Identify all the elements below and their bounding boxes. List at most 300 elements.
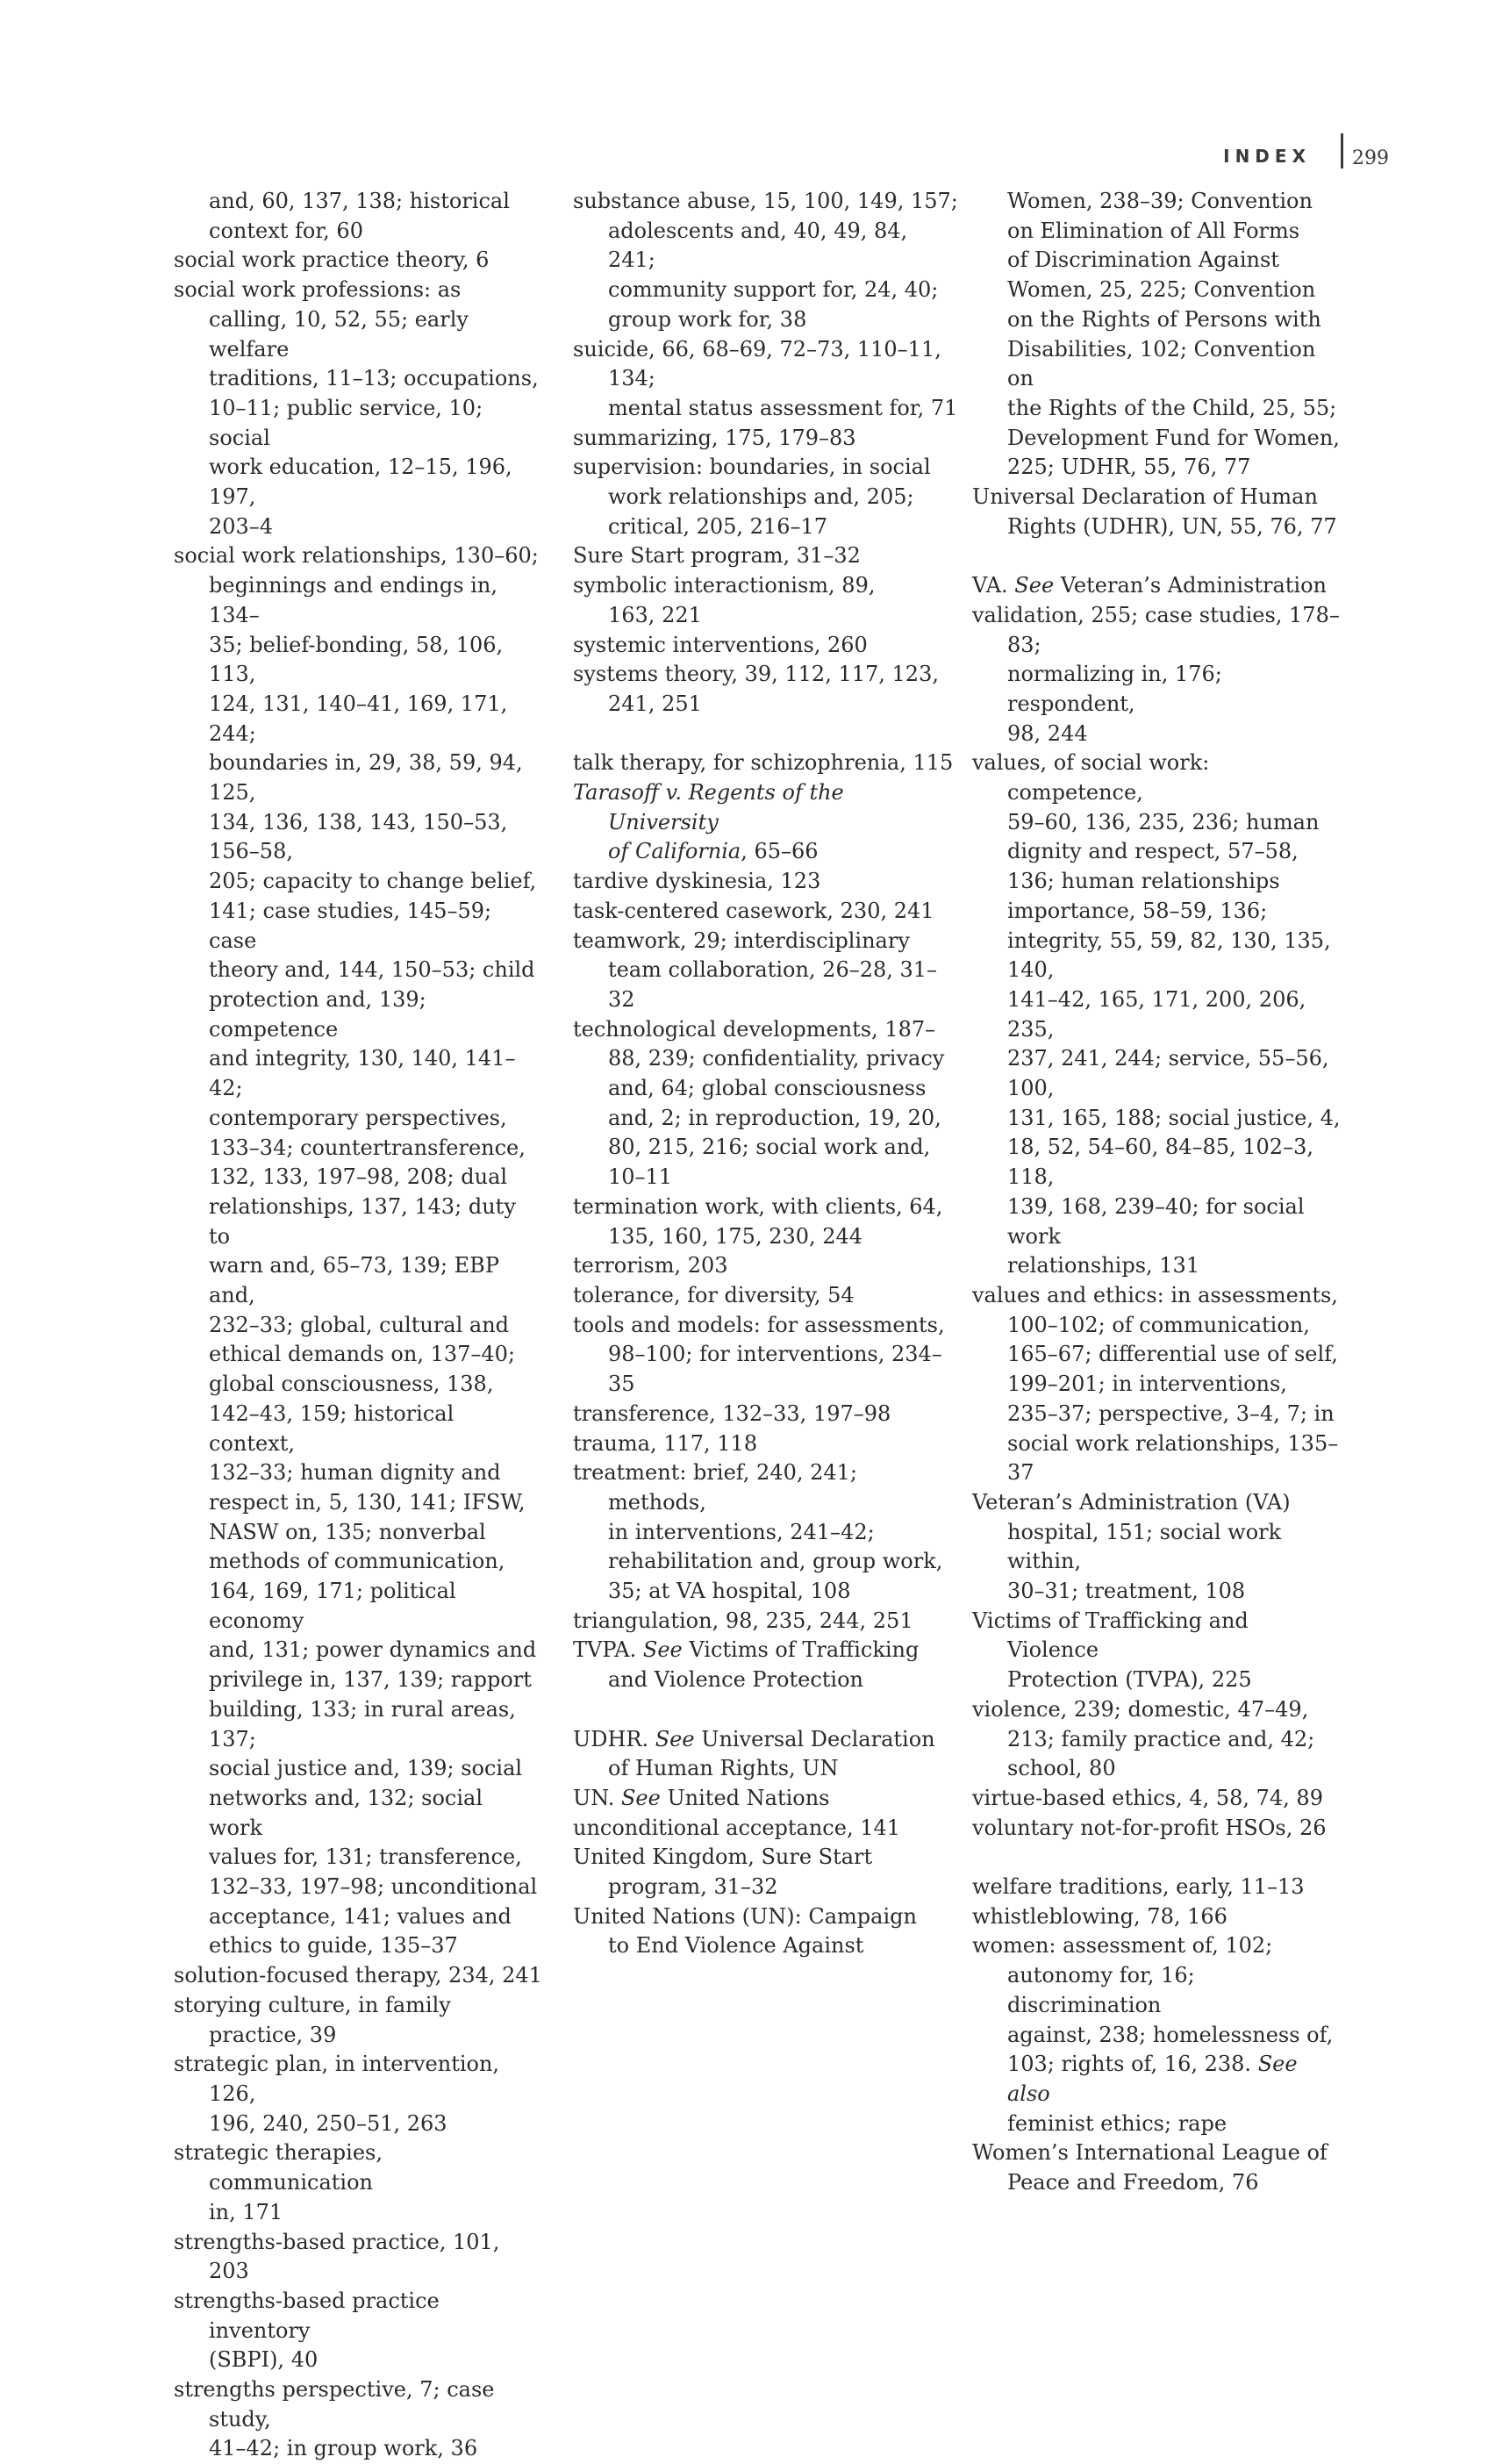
entry-text: relationships, 137, 143; duty to: [209, 1193, 516, 1249]
index-entry-continuation: [174, 1843, 542, 1873]
entry-text: to End Violence Against: [608, 1933, 864, 1959]
entry-text: acceptance, 141; values and: [209, 1903, 512, 1929]
entry-italic: of California: [608, 839, 741, 864]
index-entry-continuation: [174, 187, 542, 217]
entry-text: strengths perspective, 7; case study,: [174, 2377, 495, 2432]
index-entry-continuation: [573, 956, 959, 1014]
index-entry-continuation: [972, 1725, 1341, 1755]
entry-text: against, 238; homelessness of,: [1007, 2022, 1334, 2047]
entry-text: Women’s International League of: [972, 2140, 1328, 2166]
index-entry: [174, 276, 542, 305]
index-entry: [972, 601, 1341, 660]
index-entry-continuation: [972, 837, 1341, 867]
index-entry-continuation: [174, 1695, 542, 1754]
entry-text: tools and models: for assessments,: [573, 1312, 945, 1337]
entry-text: adolescents and, 40, 49, 84, 241;: [608, 218, 908, 273]
entry-text: Development Fund for Women,: [1007, 425, 1340, 450]
index-entry: [174, 1991, 542, 2050]
index-entry-continuation: [972, 1044, 1341, 1103]
entry-text: 35; belief-bonding, 58, 106, 113,: [209, 632, 504, 687]
index-entry-continuation: [573, 1133, 959, 1163]
index-entry-continuation: [174, 1044, 542, 1103]
entry-text: terrorism, 203: [573, 1253, 728, 1279]
index-letter-gap: [573, 1695, 959, 1725]
entry-text: dignity and respect, 57–58,: [1007, 839, 1299, 864]
index-entry: [573, 1311, 959, 1341]
index-entry-continuation: [174, 1547, 542, 1577]
entry-text: 142–43, 159; historical context,: [209, 1400, 454, 1456]
entry-text: 132, 133, 197–98, 208; dual: [209, 1164, 508, 1190]
entry-text: privilege in, 137, 139; rapport: [209, 1667, 532, 1693]
index-entry: [573, 1843, 959, 1873]
entry-text: work education, 12–15, 196, 197,: [209, 455, 512, 510]
index-entry-continuation: [573, 1044, 959, 1074]
index-entry-continuation: [972, 394, 1341, 424]
index-letter-gap: [573, 720, 959, 749]
index-entry: [573, 1281, 959, 1311]
entry-text: rehabilitation and, group work,: [608, 1549, 943, 1574]
index-entry-continuation: [174, 1754, 542, 1784]
index-entry-continuation: [573, 276, 959, 305]
entry-text: Women, 25, 225; Convention: [1007, 277, 1316, 303]
entry-text: talk therapy, for schizophrenia, 115: [573, 750, 954, 776]
index-entry-continuation: [972, 927, 1341, 985]
entry-text: Rights (UDHR), UN, 55, 76, 77: [1007, 513, 1337, 539]
entry-text: values and ethics: in assessments,: [972, 1283, 1338, 1307]
index-entry: [573, 453, 959, 483]
index-entry-continuation: [573, 483, 959, 512]
index-entry: [972, 483, 1341, 512]
entry-see-ref: See: [620, 1785, 661, 1810]
entry-text: women: assessment of, 102;: [972, 1933, 1273, 1959]
entry-text: 59–60, 136, 235, 236; human: [1007, 809, 1320, 834]
entry-text: 141–42, 165, 171, 200, 206, 235,: [1007, 986, 1306, 1042]
index-entry-continuation: [174, 2109, 542, 2139]
index-entry-continuation: [174, 1370, 542, 1400]
index-entry-continuation: [174, 394, 542, 453]
entry-text: 141; case studies, 145–59; case: [209, 898, 492, 953]
index-entry-continuation: [972, 1251, 1341, 1281]
entry-text: 165–67; differential use of self,: [1007, 1342, 1338, 1367]
index-entry-continuation: [174, 1400, 542, 1458]
index-entry-continuation: [972, 276, 1341, 305]
index-entry: [573, 631, 959, 661]
running-head-bracket: [1341, 133, 1343, 168]
entry-text: 134, 136, 138, 143, 150–53, 156–58,: [209, 809, 508, 864]
index-letter-gap: [972, 541, 1341, 571]
index-entry-continuation: [573, 1163, 959, 1193]
index-entry-continuation: [972, 1400, 1341, 1429]
index-entry-continuation: [573, 1074, 959, 1104]
entry-text: traditions, 11–13; occupations,: [209, 366, 539, 391]
index-entry: [972, 2138, 1341, 2168]
index-entry-continuation: [174, 1134, 542, 1164]
entry-text: context for, 60: [209, 218, 363, 243]
index-entry-continuation: [174, 364, 542, 394]
entry-text: 225; UDHR, 55, 76, 77: [1007, 455, 1251, 480]
index-entry-continuation: [972, 1961, 1341, 2020]
index-entry-continuation: [174, 1636, 542, 1665]
index-entry-continuation: [972, 187, 1341, 217]
index-entry-continuation: [573, 1340, 959, 1399]
entry-text: and, 131; power dynamics and: [209, 1637, 537, 1663]
index-entry: [972, 1607, 1341, 1665]
entry-text: 237, 241, 244; service, 55–56, 100,: [1007, 1046, 1329, 1101]
entry-text: in, 171: [209, 2199, 283, 2224]
entry-text: 213; family practice and, 42;: [1007, 1726, 1315, 1751]
index-entry: [573, 1725, 959, 1755]
index-entry-continuation: [174, 1488, 542, 1518]
index-entry-continuation: [573, 1547, 959, 1577]
entry-text: theory and, 144, 150–53; child: [209, 957, 535, 983]
index-entry: [174, 1961, 542, 1991]
entry-text: beginnings and endings in, 134–: [209, 573, 497, 627]
entry-text: and Violence Protection: [608, 1667, 863, 1693]
index-entry-continuation: [573, 837, 959, 867]
index-entry: [573, 927, 959, 956]
index-column-2: [573, 187, 959, 1961]
entry-text: strategic therapies, communication: [174, 2140, 383, 2195]
index-entry: [573, 187, 959, 217]
index-entry-continuation: [972, 1577, 1341, 1607]
index-entry-continuation: [972, 1518, 1341, 1577]
entry-text: 203–4: [209, 513, 274, 539]
index-entry-continuation: [573, 217, 959, 276]
entry-text: methods of communication,: [209, 1549, 505, 1574]
entry-text: supervision: boundaries, in social: [573, 455, 931, 480]
index-entry-continuation: [972, 867, 1341, 897]
entry-text: (SBPI), 40: [209, 2347, 318, 2373]
index-entry-continuation: [573, 1577, 959, 1607]
index-entry-continuation: [573, 1931, 959, 1961]
index-entry: [972, 1814, 1341, 1844]
index-entry-continuation: [573, 601, 959, 631]
index-entry-continuation: [972, 808, 1341, 838]
index-entry-continuation: [972, 897, 1341, 927]
entry-text: in interventions, 241–42;: [608, 1519, 875, 1544]
entry-text: Peace and Freedom, 76: [1007, 2170, 1259, 2195]
entry-text: violence, 239; domestic, 47–49,: [972, 1696, 1309, 1722]
entry-text: 30–31; treatment, 108: [1007, 1579, 1246, 1604]
running-head-title: INDEX: [1223, 146, 1311, 167]
index-entry: [573, 571, 959, 601]
entry-text: Sure Start program, 31–32: [573, 543, 861, 569]
index-entry-continuation: [174, 1784, 542, 1843]
entry-text: voluntary not-for-profit HSOs, 26: [972, 1815, 1327, 1840]
entry-text: values, of social work: competence,: [972, 750, 1210, 806]
entry-text: 132–33, 197–98; unconditional: [209, 1874, 538, 1900]
entry-text: 80, 215, 216; social work and,: [608, 1135, 931, 1160]
entry-prefix: UN.: [573, 1785, 621, 1810]
entry-text: termination work, with clients, 64,: [573, 1193, 943, 1219]
entry-text: 131, 165, 188; social justice, 4,: [1007, 1105, 1341, 1130]
entry-text: suicide, 66, 68–69, 72–73, 110–11, 134;: [573, 336, 941, 391]
index-entry-continuation: [972, 1665, 1341, 1695]
entry-text: Universal Declaration of Human: [972, 484, 1318, 510]
entry-text: 196, 240, 250–51, 263: [209, 2110, 447, 2136]
entry-text: 133–34; countertransference,: [209, 1135, 526, 1160]
index-entry-continuation: [174, 808, 542, 867]
entry-text: importance, 58–59, 136;: [1007, 898, 1268, 923]
index-entry-continuation: [972, 246, 1341, 276]
index-entry-continuation: [573, 1104, 959, 1134]
index-entry-continuation: [573, 1222, 959, 1252]
index-entry: [573, 1251, 959, 1281]
index-entry-continuation: [573, 394, 959, 424]
index-entry: [174, 2375, 542, 2434]
entry-text: tolerance, for diversity, 54: [573, 1283, 855, 1307]
entry-text: respect in, 5, 130, 141; IFSW,: [209, 1489, 526, 1515]
entry-text: treatment: brief, 240, 241; methods,: [573, 1460, 858, 1515]
index-entry-continuation: [174, 1193, 542, 1251]
index-entry: [573, 1458, 959, 1517]
entry-text: mental status assessment for, 71: [608, 395, 958, 420]
index-entry-continuation: [573, 305, 959, 335]
entry-text: unconditional acceptance, 141: [573, 1815, 901, 1840]
entry-text: transference, 132–33, 197–98: [573, 1400, 891, 1426]
index-entry-continuation: [174, 2198, 542, 2228]
index-entry-continuation: [174, 1458, 542, 1488]
entry-text: relationships, 131: [1007, 1253, 1200, 1279]
entry-text: systemic interventions, 260: [573, 632, 868, 657]
entry-text: social work practice theory, 6: [174, 247, 490, 273]
index-entry: [972, 571, 1341, 601]
entry-text: United Nations: [660, 1785, 830, 1810]
entry-text: symbolic interactionism, 89,: [573, 573, 876, 598]
entry-text: calling, 10, 52, 55; early welfare: [209, 306, 469, 362]
entry-text: 88, 239; confidentiality, privacy: [608, 1046, 945, 1071]
entry-text: 100–102; of communication,: [1007, 1312, 1310, 1337]
entry-text: normalizing in, 176; respondent,: [1007, 662, 1222, 716]
entry-text: Disabilities, 102; Convention on: [1007, 336, 1316, 391]
index-column-3: [972, 187, 1341, 2198]
entry-see-ref: See: [655, 1726, 695, 1751]
index-entry-continuation: [573, 1873, 959, 1902]
entry-text: hospital, 151; social work within,: [1007, 1519, 1282, 1574]
entry-text: integrity, 55, 59, 82, 130, 135, 140,: [1007, 928, 1331, 983]
index-entry-continuation: [174, 749, 542, 807]
index-entry-continuation: [174, 1665, 542, 1695]
index-entry-continuation: [174, 217, 542, 247]
entry-text: on Elimination of All Forms: [1007, 218, 1300, 243]
index-entry-continuation: [573, 1754, 959, 1784]
entry-text: welfare traditions, early, 11–13: [972, 1874, 1305, 1900]
index-entry: [174, 2287, 542, 2346]
entry-text: trauma, 117, 118: [573, 1430, 758, 1456]
entry-text: 164, 169, 171; political economy: [209, 1579, 456, 1633]
index-entry: [573, 1193, 959, 1222]
entry-text: boundaries in, 29, 38, 59, 94, 125,: [209, 750, 523, 806]
entry-text: contemporary perspectives,: [209, 1105, 507, 1130]
index-entry-continuation: [972, 305, 1341, 335]
entry-text: 205; capacity to change belief,: [209, 869, 537, 894]
index-entry-continuation: [174, 1931, 542, 1961]
entry-text: NASW on, 135; nonverbal: [209, 1519, 486, 1544]
entry-text: 163, 221: [608, 602, 702, 627]
entry-text: building, 133; in rural areas, 137;: [209, 1696, 516, 1751]
index-letter-gap: [972, 1843, 1341, 1873]
index-entry: [573, 1636, 959, 1665]
entry-text: on the Rights of Persons with: [1007, 306, 1321, 332]
entry-text: 10–11; public service, 10; social: [209, 395, 483, 450]
entry-text: 199–201; in interventions,: [1007, 1372, 1287, 1397]
index-entry-continuation: [972, 1370, 1341, 1400]
index-entry-continuation: [174, 1251, 542, 1310]
entry-text: Veteran’s Administration (VA): [972, 1489, 1291, 1515]
index-entry-continuation: [972, 1429, 1341, 1488]
entry-text: of Discrimination Against: [1007, 247, 1279, 273]
entry-text: 241, 251: [608, 691, 702, 716]
entry-text: whistleblowing, 78, 166: [972, 1903, 1227, 1929]
entry-text: 41–42; in group work, 36: [209, 2436, 478, 2461]
entry-text: United Nations (UN): Campaign: [573, 1903, 917, 1929]
index-entry: [573, 660, 959, 690]
entry-text: work relationships and, 205;: [608, 484, 914, 510]
index-entry: [573, 749, 959, 778]
entry-text: 103; rights of, 16, 238.: [1007, 2052, 1258, 2077]
index-entry: [573, 335, 959, 394]
entry-prefix: UDHR.: [573, 1726, 655, 1751]
index-entry: [573, 1607, 959, 1637]
entry-italic: Tarasoff v. Regents of the University: [573, 780, 844, 834]
index-entry: [972, 749, 1341, 807]
entry-text: community support for, 24, 40;: [608, 277, 939, 303]
entry-text: Protection (TVPA), 225: [1007, 1667, 1252, 1693]
index-entry-continuation: [972, 335, 1341, 394]
index-entry-continuation: [174, 956, 542, 985]
entry-text: 136; human relationships: [1007, 869, 1280, 894]
entry-text: substance abuse, 15, 100, 149, 157;: [573, 189, 958, 213]
index-entry: [972, 1902, 1341, 1932]
entry-text: solution-focused therapy, 234, 241: [174, 1963, 542, 1988]
index-entry-continuation: [174, 690, 542, 749]
index-entry-continuation: [174, 305, 542, 364]
running-head: [1223, 139, 1389, 174]
index-entry-continuation: [174, 1902, 542, 1932]
entry-text: ethics to guide, 135–37: [209, 1933, 458, 1959]
entry-text: 18, 52, 54–60, 84–85, 102–3, 118,: [1007, 1135, 1313, 1190]
index-entry-continuation: [972, 1133, 1341, 1192]
index-entry: [174, 246, 542, 276]
entry-text: systems theory, 39, 112, 117, 123,: [573, 662, 939, 687]
entry-text: protection and, 139; competence: [209, 986, 426, 1042]
index-entry: [174, 2228, 542, 2287]
index-entry-continuation: [174, 1518, 542, 1548]
entry-text: 35; at VA hospital, 108: [608, 1579, 851, 1604]
index-entry-continuation: [174, 1104, 542, 1134]
entry-text: Victims of Trafficking: [682, 1637, 920, 1663]
entry-text: 139, 168, 239–40; for social work: [1007, 1193, 1305, 1249]
entry-text: school, 80: [1007, 1756, 1116, 1781]
entry-text: 232–33; global, cultural and: [209, 1312, 510, 1337]
entry-text: and integrity, 130, 140, 141–42;: [209, 1046, 516, 1101]
entry-text: technological developments, 187–: [573, 1016, 936, 1042]
index-entry: [174, 541, 542, 571]
entry-text: social work professions: as: [174, 277, 462, 303]
entry-text: virtue-based ethics, 4, 58, 74, 89: [972, 1785, 1323, 1810]
index-entry-continuation: [972, 453, 1341, 483]
index-entry-continuation: [573, 1665, 959, 1695]
entry-text: strategic plan, in intervention, 126,: [174, 2052, 500, 2106]
entry-text: Veteran’s Administration: [1054, 573, 1328, 598]
index-entry-continuation: [972, 2109, 1341, 2139]
index-column-1: [174, 187, 542, 2464]
index-entry-continuation: [174, 1163, 542, 1193]
entry-text: of Human Rights, UN: [608, 1756, 839, 1781]
index-entry-continuation: [174, 1311, 542, 1341]
entry-text: autonomy for, 16; discrimination: [1007, 1963, 1195, 2017]
index-entry: [573, 424, 959, 454]
index-entry-continuation: [174, 571, 542, 630]
entry-see-ref: See: [1014, 573, 1055, 598]
index-entry: [972, 1488, 1341, 1518]
entry-text: 98, 244: [1007, 720, 1088, 746]
entry-text: team collaboration, 26–28, 31–32: [608, 957, 938, 1012]
index-entry-continuation: [174, 897, 542, 956]
entry-text: global consciousness, 138,: [209, 1372, 494, 1397]
entry-text: United Kingdom, Sure Start: [573, 1844, 873, 1870]
index-entry: [573, 1429, 959, 1459]
entry-text: 10–11: [608, 1164, 673, 1190]
entry-text: and, 2; in reproduction, 19, 20,: [608, 1105, 941, 1130]
entry-prefix: TVPA.: [573, 1637, 643, 1663]
index-entry: [573, 1784, 959, 1814]
index-entry: [174, 2050, 542, 2109]
entry-text: 135, 160, 175, 230, 244: [608, 1223, 863, 1249]
index-entry-continuation: [972, 217, 1341, 247]
index-entry-continuation: [972, 660, 1341, 719]
entry-text: 132–33; human dignity and: [209, 1460, 501, 1486]
index-entry-continuation: [573, 512, 959, 542]
index-entry: [972, 1873, 1341, 1902]
index-entry-continuation: [174, 2434, 542, 2464]
index-entry: [573, 778, 959, 837]
entry-text: social justice and, 139; social: [209, 1756, 523, 1781]
entry-text: summarizing, 175, 179–83: [573, 425, 856, 450]
entry-text: 98–100; for interventions, 234–35: [608, 1342, 942, 1397]
index-entry-continuation: [972, 720, 1341, 749]
entry-text: Victims of Trafficking and Violence: [972, 1608, 1249, 1663]
entry-text: storying culture, in family practice, 39: [174, 1992, 451, 2047]
entry-text: strengths-based practice, 101, 203: [174, 2229, 500, 2284]
entry-text: feminist ethics; rape: [1007, 2110, 1227, 2136]
entry-text: values for, 131; transference,: [209, 1844, 522, 1870]
index-entry-continuation: [174, 1873, 542, 1902]
index-entry: [573, 1400, 959, 1429]
entry-text: networks and, 132; social work: [209, 1785, 483, 1840]
index-entry-continuation: [972, 2168, 1341, 2198]
entry-see-ref: See: [642, 1637, 683, 1663]
index-entry-continuation: [174, 1577, 542, 1636]
entry-text: social work relationships, 130–60;: [174, 543, 539, 569]
index-entry-continuation: [174, 512, 542, 542]
index-entry-continuation: [972, 1193, 1341, 1251]
entry-text: critical, 205, 216–17: [608, 513, 828, 539]
entry-text: validation, 255; case studies, 178–83;: [972, 602, 1340, 657]
index-entry: [972, 1695, 1341, 1725]
entry-text: strengths-based practice inventory: [174, 2288, 440, 2343]
entry-text: and, 64; global consciousness: [608, 1076, 927, 1101]
entry-text: and, 60, 137, 138; historical: [209, 189, 510, 213]
index-entry-continuation: [174, 2346, 542, 2375]
entry-text: task-centered casework, 230, 241: [573, 898, 934, 923]
index-entry-continuation: [174, 453, 542, 512]
index-entry-continuation: [972, 985, 1341, 1044]
entry-text: the Rights of the Child, 25, 55;: [1007, 395, 1337, 420]
index-entry-continuation: [972, 1340, 1341, 1370]
entry-text: teamwork, 29; interdisciplinary: [573, 928, 910, 953]
entry-text: tardive dyskinesia, 123: [573, 869, 821, 894]
